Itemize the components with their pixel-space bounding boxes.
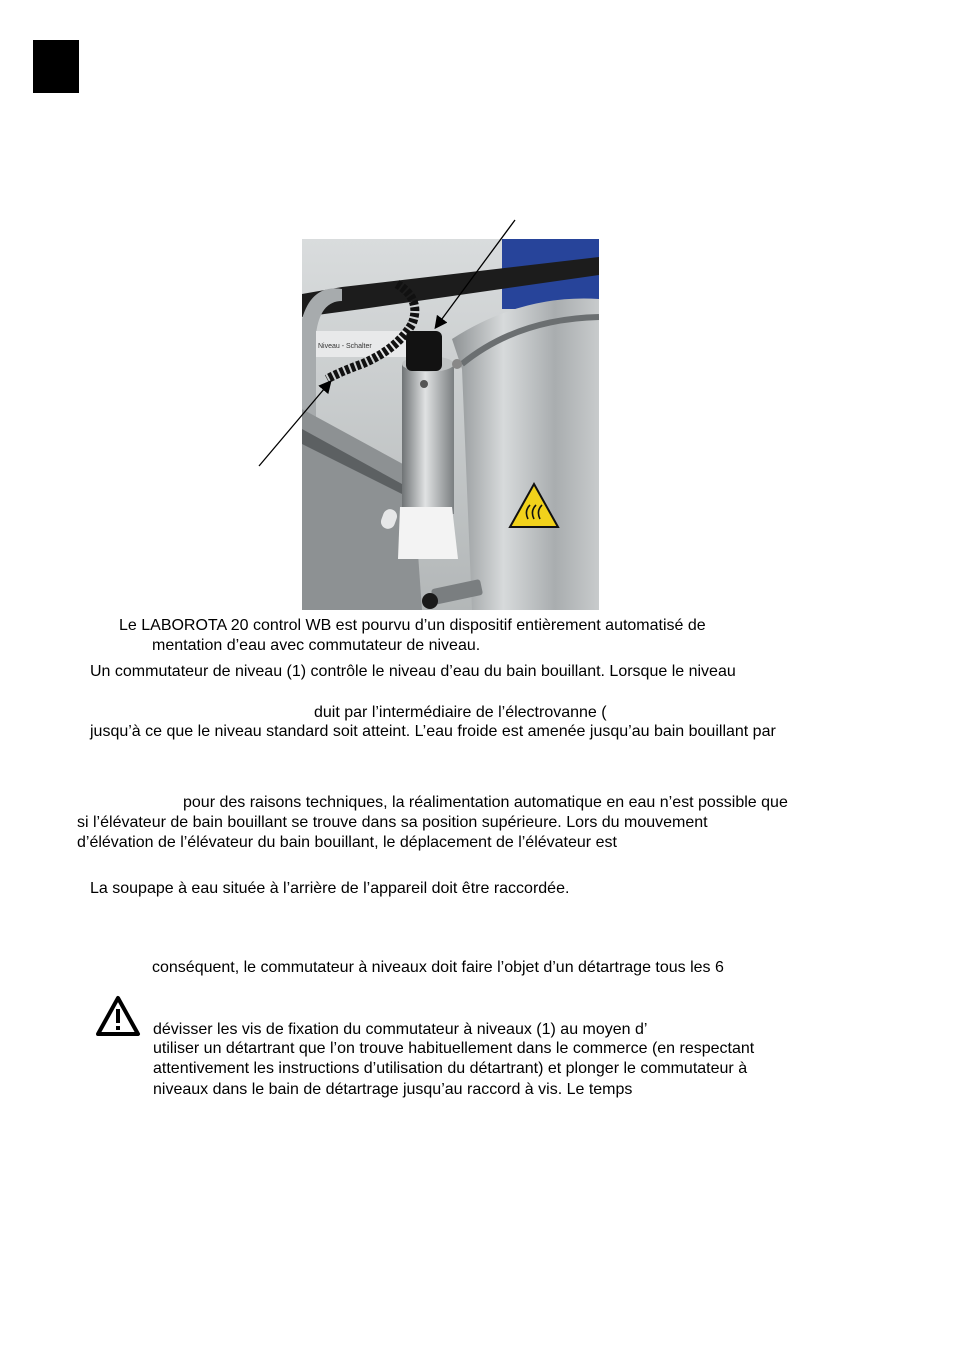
text-line-10: conséquent, le commutateur à niveaux doit faire l’objet d’un détartrage tous les 6 xyxy=(152,959,724,976)
text-line-1: Le LABOROTA 20 control WB est pourvu d’un dispositif entièrement automatisé de xyxy=(119,617,706,634)
text-line-2: mentation d’eau avec commutateur de niveau. xyxy=(152,637,481,654)
text-line-7: si l’élévateur de bain bouillant se trouve dans sa position supérieure. Lors du mouvement xyxy=(77,814,708,831)
text-line-11: dévisser les vis de fixation du commutateur à niveaux (1) au moyen d’ xyxy=(153,1021,648,1038)
photo-illustration xyxy=(302,239,599,610)
text-line-12: utiliser un détartrant que l’on trouve habituellement dans le commerce (en respectant xyxy=(153,1040,755,1057)
text-line-9: La soupape à eau située à l’arrière de l’appareil doit être raccordée. xyxy=(90,880,570,897)
text-line-5: jusqu’à ce que le niveau standard soit atteint. L’eau froide est amenée jusqu’au bain bouillant par xyxy=(90,723,776,740)
photo-label: Niveau - Schalter xyxy=(318,343,372,350)
text-line-4: duit par l’intermédiaire de l’électrovanne ( xyxy=(314,704,607,721)
text-line-6: pour des raisons techniques, la réalimentation automatique en eau n’est possible que xyxy=(183,794,788,811)
text-line-8: d’élévation de l’élévateur du bain bouillant, le déplacement de l’élévateur est xyxy=(77,834,617,851)
level-switch-photo xyxy=(302,239,599,610)
text-line-3: Un commutateur de niveau (1) contrôle le niveau d’eau du bain bouillant. Lorsque le niveau xyxy=(90,663,736,680)
text-line-13: attentivement les instructions d’utilisation du détartrant) et plonger le commutateur à xyxy=(153,1060,748,1077)
warning-triangle-icon xyxy=(95,995,141,1037)
text-line-14: niveaux dans le bain de détartrage jusqu’au raccord à vis. Le temps xyxy=(153,1081,633,1098)
corner-marker xyxy=(33,40,79,93)
